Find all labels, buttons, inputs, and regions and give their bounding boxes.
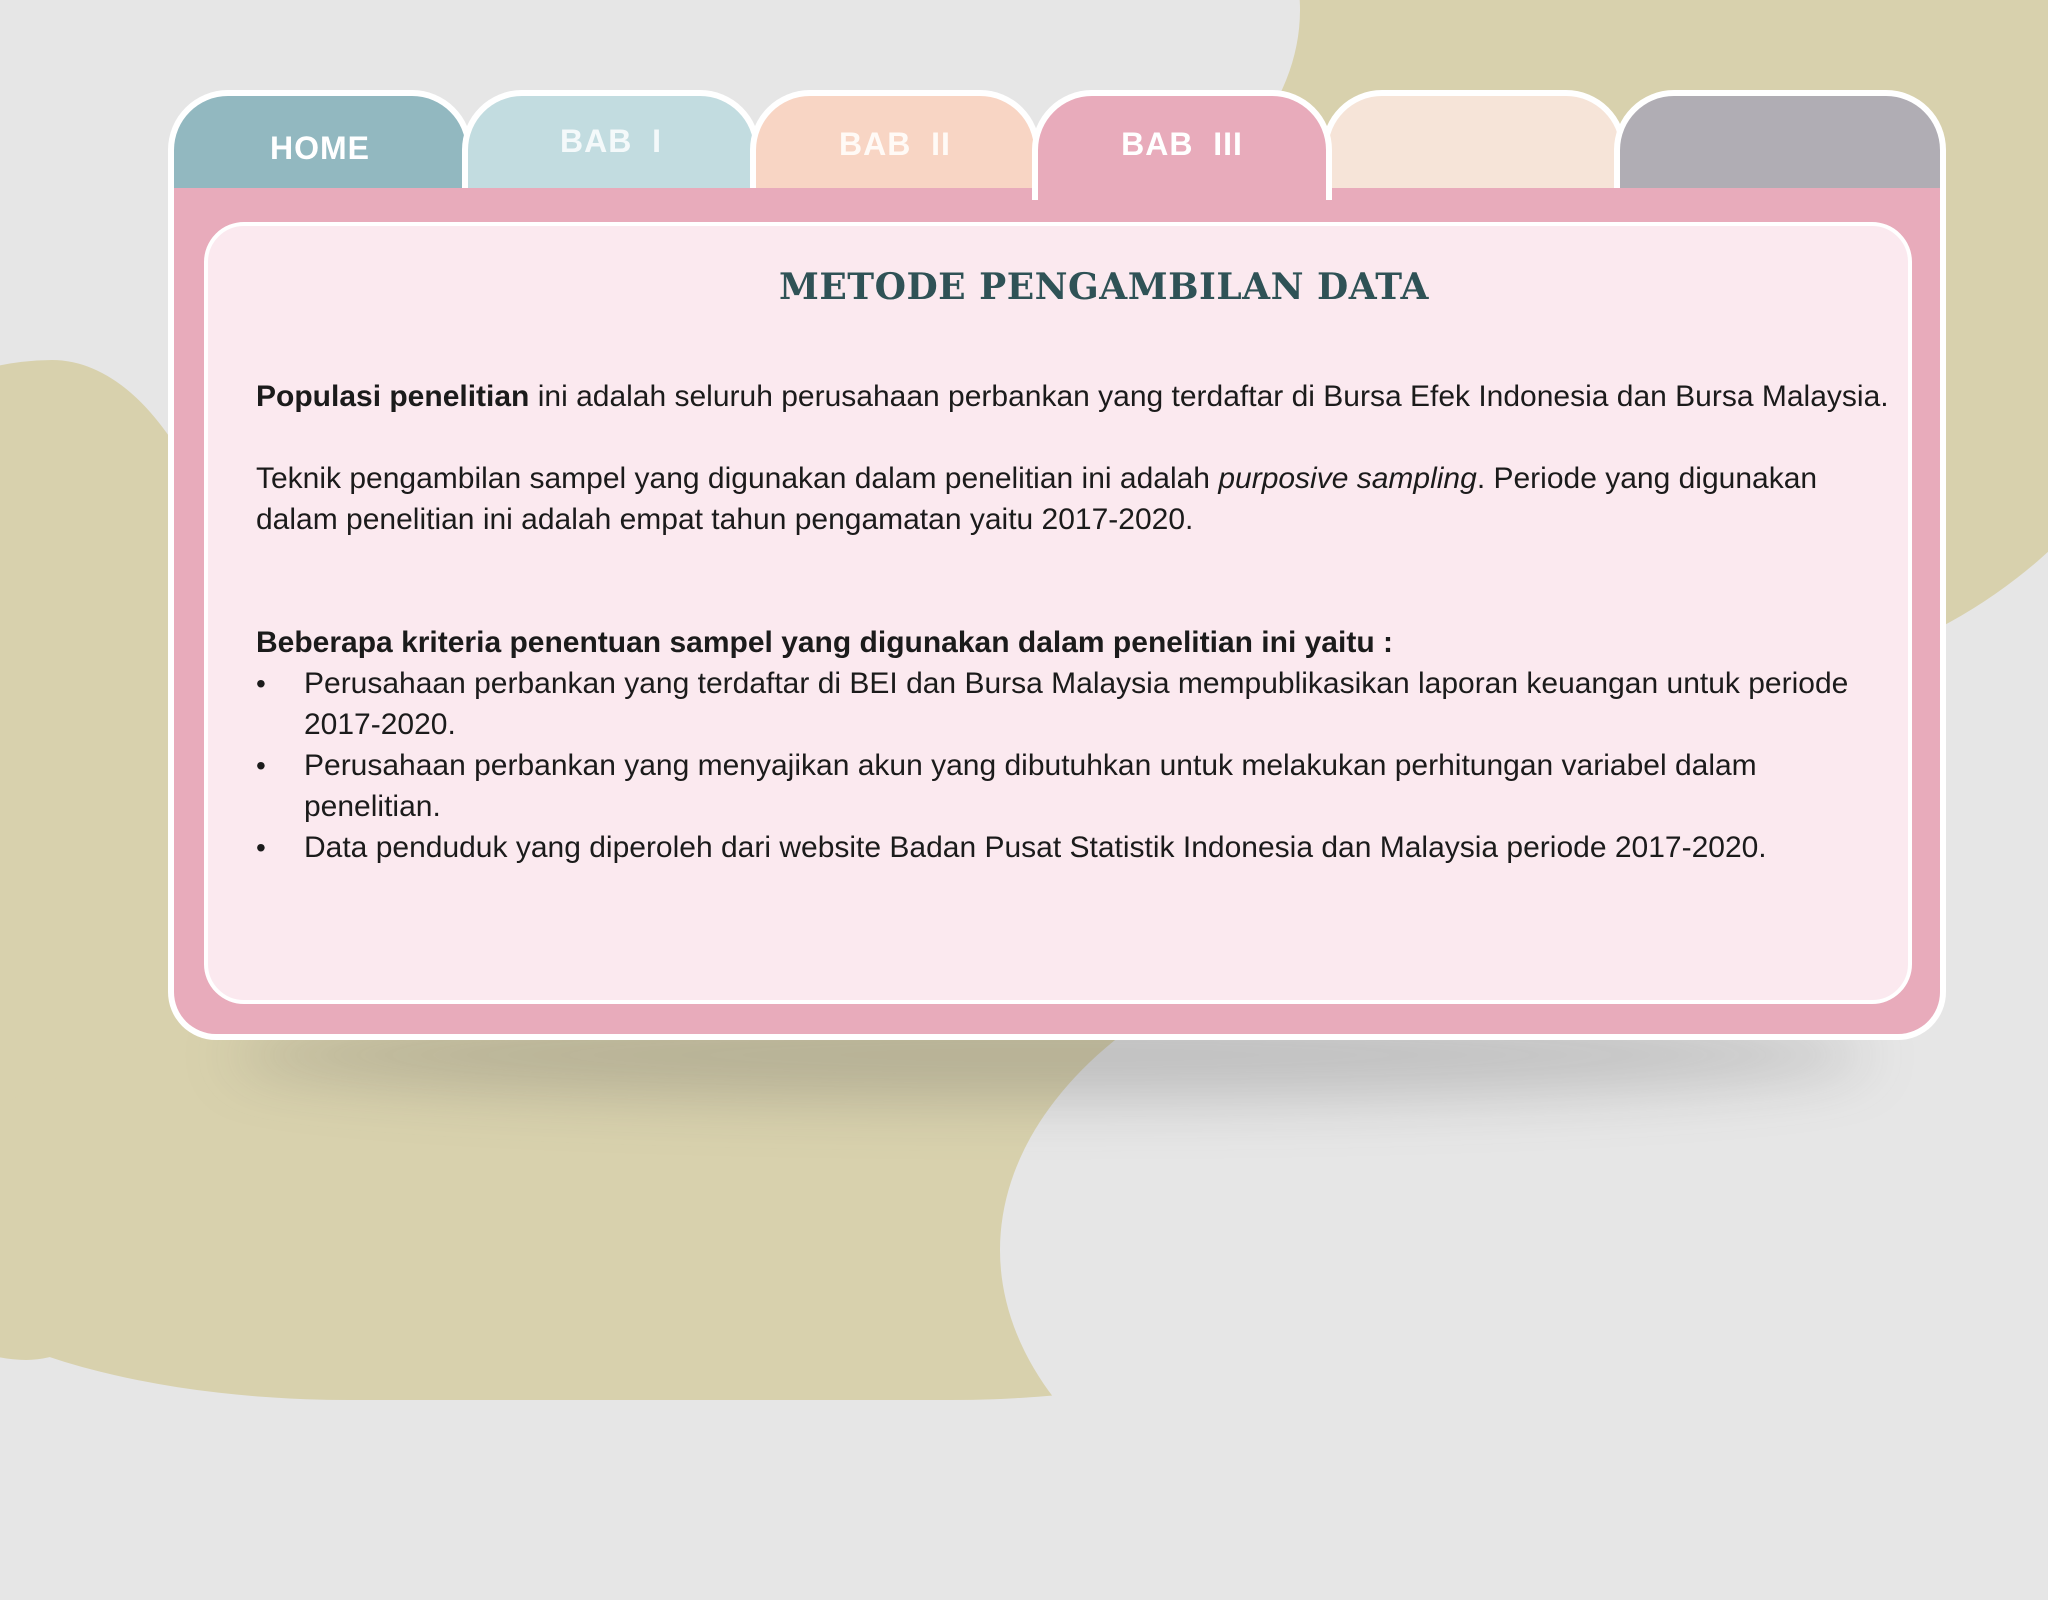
page-title: METODE PENGAMBILAN DATA bbox=[779, 266, 1429, 308]
sampling-method-italic: purposive sampling bbox=[1218, 462, 1477, 495]
population-text: ini adalah seluruh perusahaan perbankan yang terdaftar di Bursa Efek Indonesia dan Bursa Malaysia. bbox=[529, 380, 1889, 413]
criteria-heading: Beberapa kriteria penentuan sampel yang digunakan dalam penelitian ini yaitu : bbox=[256, 626, 1393, 659]
tab-bab-1[interactable]: BAB I bbox=[462, 90, 760, 190]
tab-home[interactable]: HOME bbox=[168, 90, 472, 190]
paragraph-sampling bbox=[256, 458, 1896, 540]
sampling-text-start: Teknik pengambilan sampel yang digunakan dalam penelitian ini adalah bbox=[256, 462, 1219, 495]
criteria-item: • Data penduduk yang diperoleh dari website Badan Pusat Statistik Indonesia dan Malaysia periode 2017-2020. bbox=[256, 827, 1896, 868]
content-body bbox=[256, 376, 1896, 868]
criteria-item: • Perusahaan perbankan yang menyajikan akun yang dibutuhkan untuk melakukan perhitungan variabel dalam penelitian. bbox=[256, 745, 1896, 827]
criteria-list bbox=[256, 663, 1896, 868]
paragraph-population bbox=[256, 376, 1896, 417]
tab-empty-5[interactable] bbox=[1322, 90, 1626, 190]
criteria-item: • Perusahaan perbankan yang terdaftar di BEI dan Bursa Malaysia mempublikasikan laporan keuangan untuk periode 2017-2020. bbox=[256, 663, 1896, 745]
tab-bab-2[interactable]: BAB II bbox=[750, 90, 1040, 190]
sampling-text-end: . Periode yang digunakan dalam penelitian ini adalah empat tahun pengamatan yaitu 2017-2020. bbox=[256, 462, 1818, 536]
tab-bab-3-active[interactable]: BAB III bbox=[1032, 90, 1332, 200]
tab-empty-6[interactable] bbox=[1614, 90, 1946, 190]
population-bold-label: Populasi penelitian bbox=[256, 380, 530, 413]
